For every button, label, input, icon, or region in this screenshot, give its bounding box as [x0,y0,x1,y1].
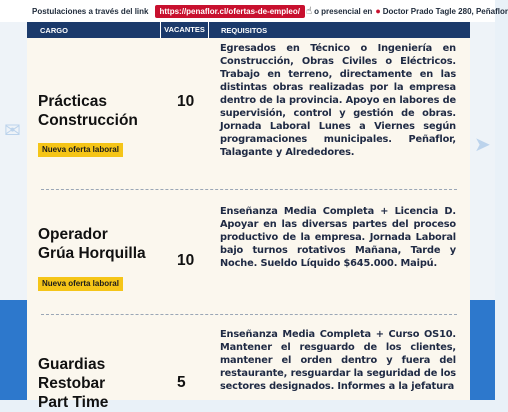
envelope-icon: ✉ [4,120,21,142]
vacancies-count: 10 [177,93,195,110]
cursor-icon: ☝ [305,5,313,17]
job-title-line: Operador [38,226,108,243]
application-prefix: Postulaciones a través del link [32,6,149,16]
header-requisitos: REQUISITOS [221,25,268,35]
row-divider [41,314,457,315]
table-header [27,22,470,38]
job-title-line: Guardias [38,356,106,373]
job-title [38,355,108,412]
job-title-line: Restobar [38,375,106,392]
new-offer-badge: Nueva oferta laboral [38,277,123,291]
table-row [27,318,470,411]
header-cargo: CARGO [40,25,68,35]
new-offer-badge: Nueva oferta laboral [38,143,123,157]
requirements-text: Egresados en Técnico o Ingeniería en Construcción, Obras Civiles o Eléctricos. Trabajo en terreno, directamente en las distintas obras realizadas por la empresa dentro de la provincia. Apoyo en labores de supervisión, control y gestión de obras. Jornada Laboral Lunes a Viernes según programaciones municipales. Peñaflor, Talagante y Alrededores. [220,43,456,158]
location-pin-icon: ● [375,6,381,16]
office-address: Doctor Prado Tagle 280, Peñaflor [382,6,508,16]
table-row [27,38,470,188]
job-title-line: Part Time [38,394,109,411]
job-offers-table [27,22,470,411]
job-title-line: Construcción [38,112,138,129]
requirements-text: Enseñanza Media Completa + Licencia D. Apoyar en las diversas partes del proceso productivo de la empresa. Jornada Laboral bajo turnos rotativos Mañana, Tarde y Noche. Sueldo Líquido $645.000. Maipú. [220,206,456,269]
vacancies-count: 5 [177,374,186,391]
requirements-text: Enseñanza Media Completa + Curso OS10. Mantener el resguardo de los clientes, mantener el orden dentro y fuera del restaurante, resguardar la seguridad de los sectores designados. Informes a la jefatura [220,329,456,392]
job-title [38,92,138,130]
application-link[interactable]: https://penaflor.cl/ofertas-de-empleo/ [155,5,305,18]
job-title-line: Prácticas [38,93,107,110]
header-vacantes: VACANTES [160,22,209,38]
job-title [38,225,146,263]
job-title-line: Grúa Horquilla [38,245,146,262]
table-row [27,192,470,302]
application-info-bar [0,0,508,22]
row-divider [41,189,457,190]
application-middle-text: o presencial en [314,6,373,16]
paper-plane-icon: ➤ [474,134,491,156]
vacancies-count: 10 [177,252,195,269]
